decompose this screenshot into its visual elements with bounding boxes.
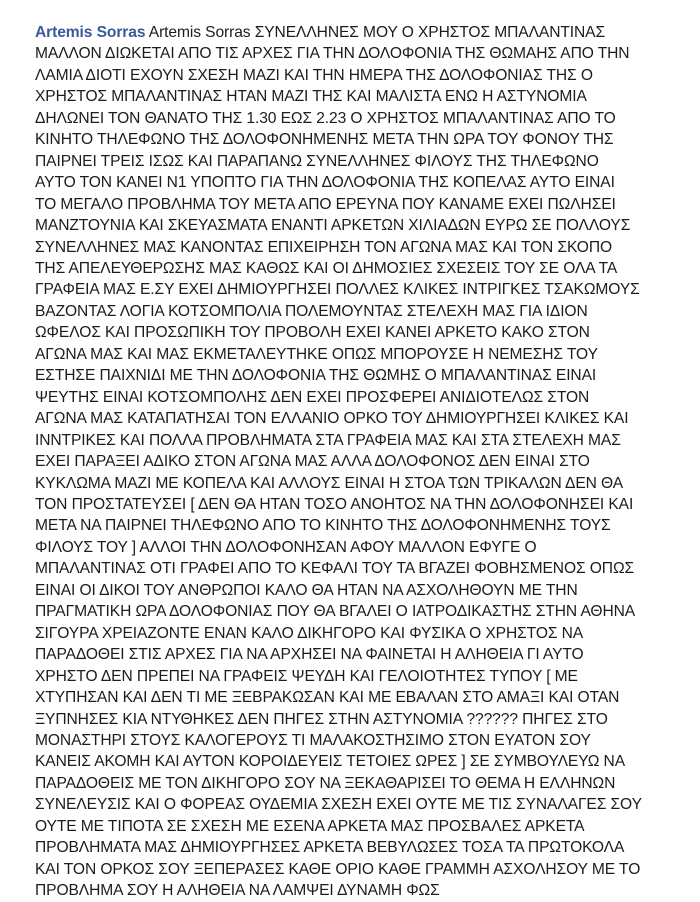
post-text-line: ΑΥΤΟ ΤΟΝ ΚΑΝΕΙ Ν1 ΥΠΟΠΤΟ ΓΙΑ ΤΗΝ ΔΟΛΟΦΟΝΙΑ ΤΗΣ ΚΟΠΕΛΑΣ ΑΥΤΟ ΕΙΝΑΙ <box>35 174 615 192</box>
post-text-line: ΚΑΝΕΙΣ ΑΚΟΜΗ ΚΑΙ ΑΥΤΟΝ ΚΟΡΟΙΔΕΥΕΙΣ ΤΕΤΟΙΕΣ ΩΡΕΣ ] ΣΕ ΣΥΜΒΟΥΛΕΥΩ ΝΑ <box>35 753 626 771</box>
post-text-line: ΨΕΥΤΗΣ ΕΙΝΑΙ ΚΟΤΣΟΜΠΟΛΗΣ ΔΕΝ ΕΧΕΙ ΠΡΟΣΦΕΡΕΙ ΑΝΙΔΙΟΤΕΛΩΣ ΣΤΟΝ <box>35 388 590 406</box>
post-text-line: ΒΑΖΟΝΤΑΣ ΛΟΓΙΑ ΚΟΤΣΟΜΠΟΛΙΑ ΠΟΛΕΜΟΥΝΤΑΣ ΣΤΕΛΕΧΗ ΜΑΣ ΓΙΑ ΙΔΙΟΝ <box>35 302 588 320</box>
post-text-line: ΠΡΟΒΛΗΜΑΤΑ ΜΑΣ ΔΗΜΙΟΥΡΓΗΣΕΣ ΑΡΚΕΤΑ ΒΕΒΥΛΩΣΕΣ ΤΟΣΑ ΤΑ ΠΡΩΤΟΚΟΛΑ <box>35 839 625 857</box>
post-text <box>35 43 671 901</box>
post-text-line: ΔΗΛΩΝΕΙ ΤΟΝ ΘΑΝΑΤΟ ΤΗΣ 1.30 ΕΩΣ 2.23 Ο ΧΡΗΣΤΟΣ ΜΠΑΛΑΝΤΙΝΑΣ ΑΠΟ ΤΟ <box>35 109 616 127</box>
post-text-line: ΤΟΝ ΠΡΟΣΤΑΤΕΥΣΕΙ [ ΔΕΝ ΘΑ ΗΤΑΝ ΤΟΣΟ ΑΝΟΗΤΟΣ ΝΑ ΤΗΝ ΔΟΛΟΦΟΝΗΣΕΙ ΚΑΙ <box>35 495 634 513</box>
post-text-line: ΩΦΕΛΟΣ ΚΑΙ ΠΡΟΣΩΠΙΚΗ ΤΟΥ ΠΡΟΒΟΛΗ ΕΧΕΙ ΚΑΝΕΙ ΑΡΚΕΤΟ ΚΑΚΟ ΣΤΟΝ <box>35 324 590 342</box>
post-text-line: ΧΤΥΠΗΣΑΝ ΚΑΙ ΔΕΝ ΤΙ ΜΕ ΞΕΒΡΑΚΩΣΑΝ ΚΑΙ ΜΕ ΕΒΑΛΑΝ ΣΤΟ ΑΜΑΞΙ ΚΑΙ ΟΤΑΝ <box>35 689 620 707</box>
post-body <box>35 22 671 902</box>
post-text-line: ΧΡΗΣΤΟΣ ΜΠΑΛΑΝΤΙΝΑΣ ΗΤΑΝ ΜΑΖΙ ΤΗΣ ΚΑΙ ΜΑΛΙΣΤΑ ΕΝΩ Η ΑΣΤΥΝΟΜΙΑ <box>35 88 587 106</box>
post-text-line: ΠΑΡΑΔΟΘΕΙΣ ΜΕ ΤΟΝ ΔΙΚΗΓΟΡΟ ΣΟΥ ΝΑ ΞΕΚΑΘΑΡΙΣΕΙ ΤΟ ΘΕΜΑ Η ΕΛΛΗΝΩΝ <box>35 774 616 792</box>
post-text-line: ΕΙΝΑΙ ΟΙ ΔΙΚΟΙ ΤΟΥ ΑΝΘΡΩΠΟΙ ΚΑΛΟ ΘΑ ΗΤΑΝ ΝΑ ΑΣΧΟΛΗΘΟΥΝ ΜΕ ΤΗΝ <box>35 581 578 599</box>
post-text-line: ΕΣΤΗΣΕ ΠΑΙΧΝΙΔΙ ΜΕ ΤΗΝ ΔΟΛΟΦΟΝΙΑ ΤΗΣ ΘΩΜΗΣ Ο ΜΠΑΛΑΝΤΙΝΑΣ ΕΙΝΑΙ <box>35 367 597 385</box>
post-text-line: ΦΙΛΟΥΣ ΤΟΥ ] ΑΛΛΟΙ ΤΗΝ ΔΟΛΟΦΟΝΗΣΑΝ ΑΦΟΥ ΜΑΛΛΟΝ ΕΦΥΓΕ Ο <box>35 538 537 556</box>
post-text-line: ΤΟ ΜΕΓΑΛΟ ΠΡΟΒΛΗΜΑ ΤΟΥ ΜΕΤΑ ΑΠΟ ΕΡΕΥΝΑ ΠΟΥ ΚΑΝΑΜΕ ΕΧΕΙ ΠΩΛΗΣΕΙ <box>35 195 616 213</box>
post-text-line: ΜΟΝΑΣΤΗΡΙ ΣΤΟΥΣ ΚΑΛΟΓΕΡΟΥΣ ΤΙ ΜΑΛΑΚΟΣΤΗΣΙΜΟ ΣΤΟΝ ΕΥΑΤΟΝ ΣΟΥ <box>35 731 591 749</box>
post-text-line: ΣΙΓΟΥΡΑ ΧΡΕΙΑΖΟΝΤΕ ΕΝΑΝ ΚΑΛΟ ΔΙΚΗΓΟΡΟ ΚΑΙ ΦΥΣΙΚΑ Ο ΧΡΗΣΤΟΣ ΝΑ <box>35 624 584 642</box>
post-text-line: ΚΥΚΛΩΜΑ ΜΑΖΙ ΜΕ ΚΟΠΕΛΑ ΚΑΙ ΑΛΛΟΥΣ ΕΙΝΑΙ Η ΣΤΟΑ ΤΩΝ ΤΡΙΚΑΛΩΝ ΔΕΝ ΘΑ <box>35 474 624 492</box>
post-text-line: ΠΡΟΒΛΗΜΑ ΣΟΥ Η ΑΛΗΘΕΙΑ ΝΑ ΛΑΜΨΕΙ ΔΥΝΑΜΗ ΦΩΣ <box>35 882 440 900</box>
post-text-line: ΛΑΜΙΑ ΔΙΟΤΙ ΕΧΟΥΝ ΣΧΕΣΗ ΜΑΖΙ ΚΑΙ ΤΗΝ ΗΜΕΡΑ ΤΗΣ ΔΟΛΟΦΟΝΙΑΣ ΤΗΣ Ο <box>35 66 593 84</box>
post-text-line: ΤΗΣ ΑΠΕΛΕΥΘΕΡΩΣΗΣ ΜΑΣ ΚΑΘΩΣ ΚΑΙ ΟΙ ΔΗΜΟΣΙΕΣ ΣΧΕΣΕΙΣ ΤΟΥ ΣΕ ΟΛΑ ΤΑ <box>35 259 618 277</box>
author-name-link[interactable]: Artemis Sorras <box>35 24 146 41</box>
post-text-start: Artemis Sorras ΣΥΝΕΛΛΗΝΕΣ ΜΟΥ Ο ΧΡΗΣΤΟΣ ΜΠΑΛΑΝΤΙΝΑΣ <box>145 24 606 41</box>
post-text-line: ΕΧΕΙ ΠΑΡΑΞΕΙ ΑΔΙΚΟ ΣΤΟΝ ΑΓΩΝΑ ΜΑΣ ΑΛΛΑ ΔΟΛΟΦΟΝΟΣ ΔΕΝ ΕΙΝΑΙ ΣΤΟ <box>35 453 590 471</box>
post-text-line: ΠΑΙΡΝΕΙ ΤΡΕΙΣ ΙΣΩΣ ΚΑΙ ΠΑΡΑΠΑΝΩ ΣΥΝΕΛΛΗΝΕΣ ΦΙΛΟΥΣ ΤΗΣ ΤΗΛΕΦΩΝΟ <box>35 152 599 170</box>
post-text-line: ΓΡΑΦΕΙΑ ΜΑΣ Ε.ΣΥ ΕΧΕΙ ΔΗΜΙΟΥΡΓΗΣΕΙ ΠΟΛΛΕΣ ΚΛΙΚΕΣ ΙΝΤΡΙΓΚΕΣ ΤΣΑΚΩΜΟΥΣ <box>35 281 640 299</box>
post-text-line: ΟΥΤΕ ΜΕ ΤΙΠΟΤΑ ΣΕ ΣΧΕΣΗ ΜΕ ΕΣΕΝΑ ΑΡΚΕΤΑ ΜΑΣ ΠΡΟΣΒΑΛΕΣ ΑΡΚΕΤΑ <box>35 817 585 835</box>
post-text-line: ΙΝΝΤΡΙΚΕΣ ΚΑΙ ΠΟΛΛΑ ΠΡΟΒΛΗΜΑΤΑ ΣΤΑ ΓΡΑΦΕΙΑ ΜΑΣ ΚΑΙ ΣΤΑ ΣΤΕΛΕΧΗ ΜΑΣ <box>35 431 621 449</box>
post-text-line: ΧΡΗΣΤΟ ΔΕΝ ΠΡΕΠΕΙ ΝΑ ΓΡΑΦΕΙΣ ΨΕΥΔΗ ΚΑΙ ΓΕΛΟΙΟΤΗΤΕΣ ΤΥΠΟΥ [ ΜΕ <box>35 667 578 685</box>
post-text-line: ΞΥΠΝΗΣΕΣ ΚΙΑ ΝΤΥΘΗΚΕΣ ΔΕΝ ΠΗΓΕΣ ΣΤΗΝ ΑΣΤΥΝΟΜΙΑ ?????? ΠΗΓΕΣ ΣΤΟ <box>35 710 608 728</box>
post-text-line: ΜΑΝΖΤΟΥΝΙΑ ΚΑΙ ΣΚΕΥΑΣΜΑΤΑ ΕΝΑΝΤΙ ΑΡΚΕΤΩΝ ΧΙΛΙΑΔΩΝ ΕΥΡΩ ΣΕ ΠΟΛΛΟΥΣ <box>35 217 631 235</box>
post-text-line: ΜΑΛΛΟΝ ΔΙΩΚΕΤΑΙ ΑΠΟ ΤΙΣ ΑΡΧΕΣ ΓΙΑ ΤΗΝ ΔΟΛΟΦΟΝΙΑ ΤΗΣ ΘΩΜΑΗΣ ΑΠΟ ΤΗΝ <box>35 45 630 63</box>
post-text-line: ΠΡΑΓΜΑΤΙΚΗ ΩΡΑ ΔΟΛΟΦΟΝΙΑΣ ΠΟΥ ΘΑ ΒΓΑΛΕΙ Ο ΙΑΤΡΟΔΙΚΑΣΤΗΣ ΣΤΗΝ ΑΘΗΝΑ <box>35 603 636 621</box>
post-text-line: ΠΑΡΑΔΟΘΕΙ ΣΤΙΣ ΑΡΧΕΣ ΓΙΑ ΝΑ ΑΡΧΗΣΕΙ ΝΑ ΦΑΙΝΕΤΑΙ Η ΑΛΗΘΕΙΑ ΓΙ ΑΥΤΟ <box>35 646 584 664</box>
post-text-line: ΣΥΝΕΛΛΗΝΕΣ ΜΑΣ ΚΑΝΟΝΤΑΣ ΕΠΙΧΕΙΡΗΣΗ ΤΟΝ ΑΓΩΝΑ ΜΑΣ ΚΑΙ ΤΟΝ ΣΚΟΠΟ <box>35 238 613 256</box>
post-text-line: ΑΓΩΝΑ ΜΑΣ ΚΑΙ ΜΑΣ ΕΚΜΕΤΑΛΕΥΤΗΚΕ ΟΠΩΣ ΜΠΟΡΟΥΣΕ Η ΝΕΜΕΣΗΣ ΤΟΥ <box>35 345 598 363</box>
post-text-line: ΜΕΤΑ ΝΑ ΠΑΙΡΝΕΙ ΤΗΛΕΦΩΝΟ ΑΠΟ ΤΟ ΚΙΝΗΤΟ ΤΗΣ ΔΟΛΟΦΟΝΗΜΕΝΗΣ ΤΟΥΣ <box>35 517 611 535</box>
post-text-line: ΑΓΩΝΑ ΜΑΣ ΚΑΤΑΠΑΤΗΣΑΙ ΤΟΝ ΕΛΛΑΝΙΟ ΟΡΚΟ ΤΟΥ ΔΗΜΙΟΥΡΓΗΣΕΙ ΚΛΙΚΕΣ ΚΑΙ <box>35 410 629 428</box>
post-text-line: ΣΥΝΕΛΕΥΣΙΣ ΚΑΙ Ο ΦΟΡΕΑΣ ΟΥΔΕΜΙΑ ΣΧΕΣΗ ΕΧΕΙ ΟΥΤΕ ΜΕ ΤΙΣ ΣΥΝΑΛΑΓΕΣ ΣΟΥ <box>35 796 642 814</box>
post-text-line: ΜΠΑΛΑΝΤΙΝΑΣ ΟΤΙ ΓΡΑΦΕΙ ΑΠΟ ΤΟ ΚΕΦΑΛΙ ΤΟΥ ΤΑ ΒΓΑΖΕΙ ΦΟΒΗΣΜΕΝΟΣ ΟΠΩΣ <box>35 560 635 578</box>
post-text-line: ΚΑΙ ΤΟΝ ΟΡΚΟΣ ΣΟΥ ΞΕΠΕΡΑΣΕΣ ΚΑΘΕ ΟΡΙΟ ΚΑΘΕ ΓΡΑΜΜΗ ΑΣΧΟΛΗΣΟΥ ΜΕ ΤΟ <box>35 860 641 878</box>
post-text-line: ΚΙΝΗΤΟ ΤΗΛΕΦΩΝΟ ΤΗΣ ΔΟΛΟΦΟΝΗΜΕΝΗΣ ΜΕΤΑ ΤΗΝ ΩΡΑ ΤΟΥ ΦΟΝΟΥ ΤΗΣ <box>35 131 614 149</box>
post-first-line <box>35 22 671 43</box>
